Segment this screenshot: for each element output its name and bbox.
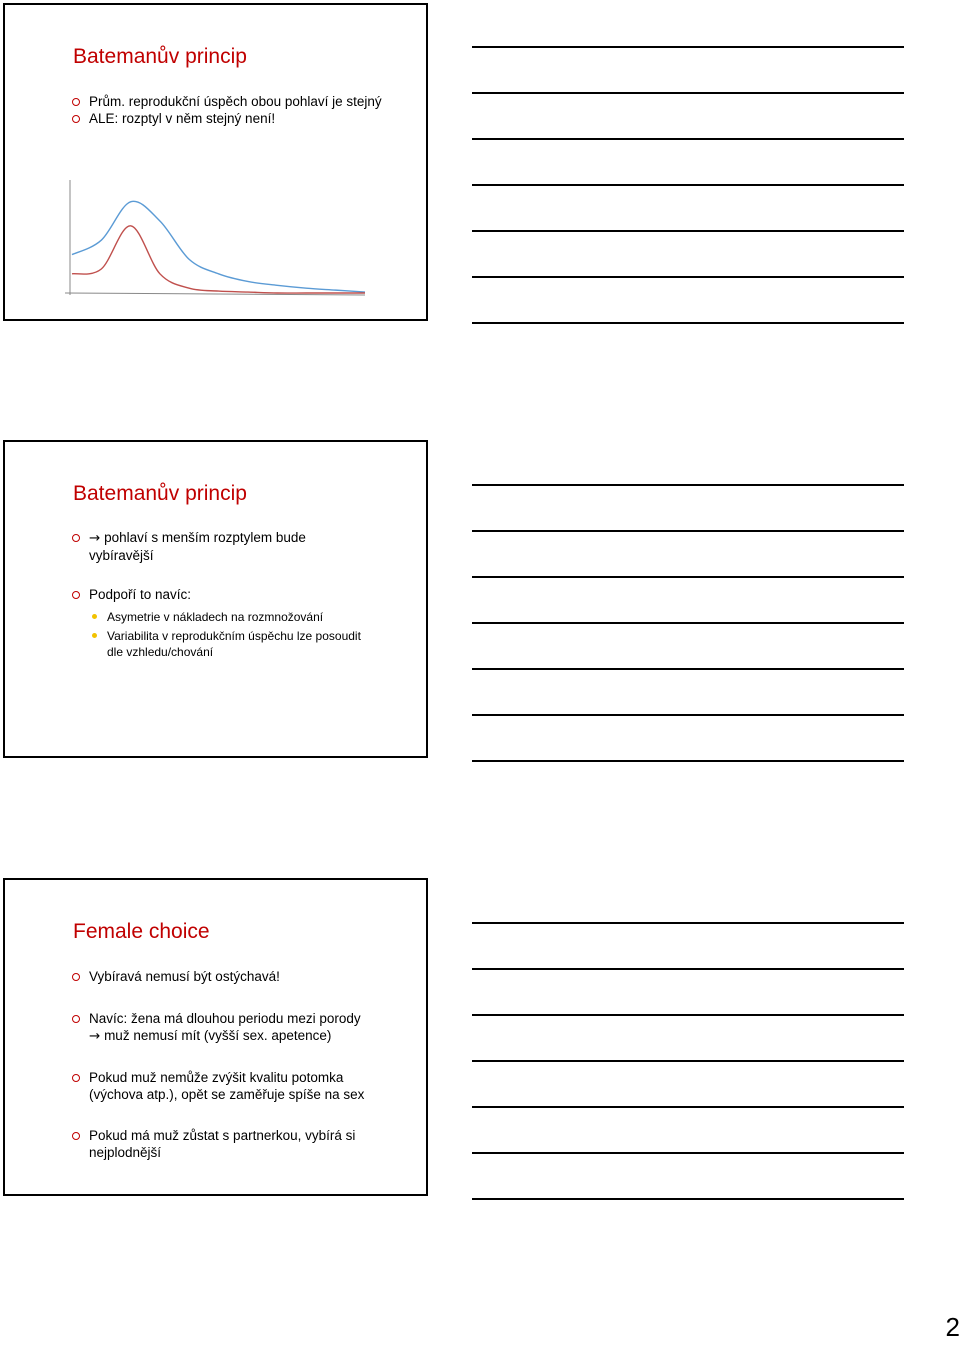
bullet-list	[71, 93, 416, 127]
note-line	[472, 184, 904, 186]
slide-2	[3, 440, 428, 758]
arrow-icon: →	[89, 530, 101, 546]
variance-chart	[60, 175, 380, 305]
note-line	[472, 760, 904, 762]
slide-3	[3, 878, 428, 1196]
note-line	[472, 1198, 904, 1200]
slide-title: Female choice	[73, 920, 210, 943]
note-line	[472, 1106, 904, 1108]
note-line	[472, 1152, 904, 1154]
bullet-text: Navíc: žena má dlouhou periodu mezi porody	[89, 1011, 361, 1026]
sub-bullet-item: Variabilita v reprodukčním úspěchu lze posoudit dle vzhledu/chování	[89, 628, 361, 660]
bullet-item: Prům. reprodukční úspěch obou pohlaví je stejný	[71, 93, 416, 110]
slide-title: Batemanův princip	[73, 45, 247, 68]
series-line-2	[72, 226, 365, 293]
note-line	[472, 576, 904, 578]
bullet-item	[71, 586, 361, 660]
bullet-text: pohlaví s menším rozptylem bude vybíravější	[89, 530, 306, 563]
bullet-text: muž nemusí mít (vyšší sex. apetence)	[100, 1028, 332, 1043]
slide-title: Batemanův princip	[73, 482, 247, 505]
note-line	[472, 484, 904, 486]
note-line	[472, 530, 904, 532]
page-number: 2	[945, 1312, 960, 1342]
sub-bullet-item: Asymetrie v nákladech na rozmnožování	[89, 609, 361, 625]
bullet-item: Pokud má muž zůstat s partnerkou, vybírá si nejplodnější	[71, 1127, 381, 1161]
slide-1	[3, 3, 428, 321]
note-line	[472, 668, 904, 670]
note-line	[472, 1060, 904, 1062]
note-line	[472, 138, 904, 140]
sub-bullet-list	[89, 609, 361, 660]
note-line	[472, 922, 904, 924]
bullet-item: Vybíravá nemusí být ostýchavá!	[71, 968, 381, 985]
bullet-item: ALE: rozptyl v něm stejný není!	[71, 110, 416, 127]
bullet-text: Podpoří to navíc:	[89, 587, 192, 602]
series-line-1	[72, 201, 365, 292]
note-line	[472, 276, 904, 278]
note-line	[472, 1014, 904, 1016]
note-line	[472, 622, 904, 624]
arrow-icon: →	[89, 1028, 101, 1044]
bullet-list	[71, 529, 361, 663]
note-line	[472, 230, 904, 232]
note-line	[472, 968, 904, 970]
bullet-item	[71, 1010, 381, 1045]
note-line	[472, 46, 904, 48]
note-line	[472, 92, 904, 94]
bullet-item: Pokud muž nemůže zvýšit kvalitu potomka (výchova atp.), opět se zaměřuje spíše na sex	[71, 1069, 381, 1103]
bullet-item	[71, 529, 361, 564]
note-line	[472, 714, 904, 716]
bullet-list	[71, 968, 381, 1161]
note-line	[472, 322, 904, 324]
